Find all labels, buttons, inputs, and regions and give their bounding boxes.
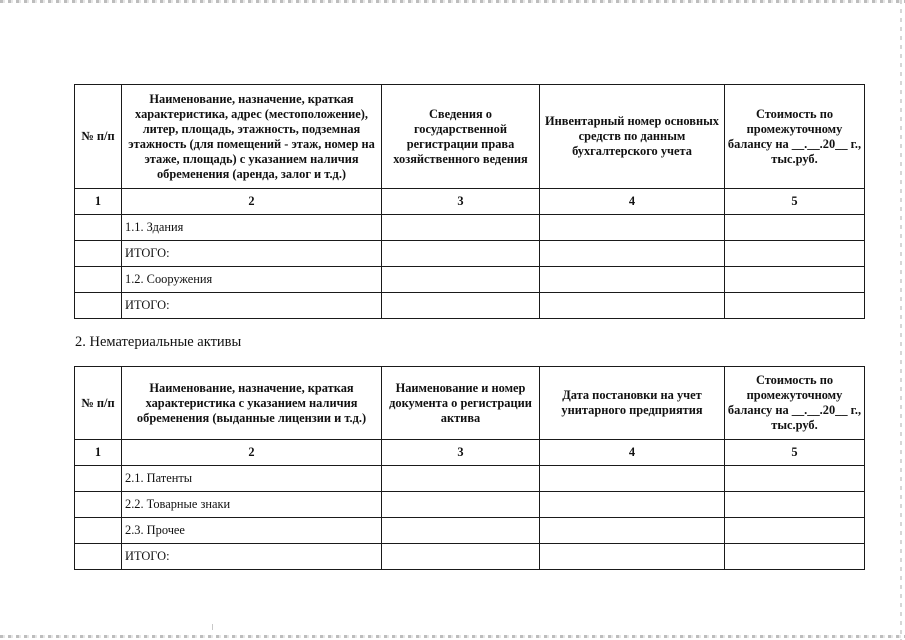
table-cell: [75, 466, 122, 492]
table-cell: [540, 241, 725, 267]
table-cell: [725, 544, 865, 570]
section-title: 2. Нематериальные активы: [75, 334, 242, 350]
table-row: [75, 293, 865, 319]
scan-edge-right: [900, 0, 902, 640]
table-row: [75, 518, 865, 544]
table-cell: [382, 466, 540, 492]
table-cell: [540, 518, 725, 544]
table-cell: [382, 267, 540, 293]
table-cell: [75, 518, 122, 544]
col-number: 3: [382, 189, 540, 215]
col-number: 4: [540, 189, 725, 215]
table-row: [75, 544, 865, 570]
table-cell: [540, 267, 725, 293]
col-header-inventory-number: Инвентарный номер основных средств по данным бухгалтерского учета: [540, 85, 725, 189]
table-cell: [75, 293, 122, 319]
row-label: ИТОГО:: [122, 544, 382, 570]
table-cell: [725, 215, 865, 241]
header-row: [75, 367, 865, 440]
row-label: 2.3. Прочее: [122, 518, 382, 544]
table-row: [75, 466, 865, 492]
table-cell: [540, 215, 725, 241]
row-label: 2.2. Товарные знаки: [122, 492, 382, 518]
table-row: [75, 215, 865, 241]
col-header-value: Стоимость по промежуточному балансу на __.__.20__ г., тыс.руб.: [725, 367, 865, 440]
col-header-description: Наименование, назначение, краткая характеристика, адрес (местоположение), литер, площадь, этажность, подземная этажность (для помещений - этаж, номер на этаже, площадь) с указанием наличия обременения (аренда, залог и т.д.): [122, 85, 382, 189]
table-cell: [540, 466, 725, 492]
table-cell: [382, 544, 540, 570]
table-row: [75, 492, 865, 518]
table-cell: [540, 293, 725, 319]
col-number: 5: [725, 440, 865, 466]
row-label: 2.1. Патенты: [122, 466, 382, 492]
table-cell: [382, 215, 540, 241]
column-number-row: [75, 440, 865, 466]
table-cell: [725, 492, 865, 518]
table-cell: [725, 241, 865, 267]
row-label: ИТОГО:: [122, 293, 382, 319]
row-label: ИТОГО:: [122, 241, 382, 267]
table-cell: [75, 241, 122, 267]
col-header-number: № п/п: [75, 367, 122, 440]
scan-edge-top: [0, 0, 905, 3]
table-cell: [75, 267, 122, 293]
col-header-value: Стоимость по промежуточному балансу на __.__.20__ г., тыс.руб.: [725, 85, 865, 189]
table-cell: [75, 492, 122, 518]
table-cell: [75, 215, 122, 241]
fixed-assets-table: [74, 84, 865, 319]
table-cell: [725, 293, 865, 319]
col-header-number: № п/п: [75, 85, 122, 189]
table-cell: [382, 241, 540, 267]
column-number-row: [75, 189, 865, 215]
col-number: 5: [725, 189, 865, 215]
table-cell: [725, 466, 865, 492]
row-label: 1.1. Здания: [122, 215, 382, 241]
row-label: 1.2. Сооружения: [122, 267, 382, 293]
col-number: 1: [75, 189, 122, 215]
table-cell: [75, 544, 122, 570]
table-cell: [725, 518, 865, 544]
intangible-assets-table: [74, 366, 865, 570]
scan-mark: [212, 624, 213, 630]
col-number: 1: [75, 440, 122, 466]
table-row: [75, 241, 865, 267]
col-number: 4: [540, 440, 725, 466]
col-header-description: Наименование, назначение, краткая характеристика с указанием наличия обременения (выданные лицензии и т.д.): [122, 367, 382, 440]
col-header-registration-date: Дата постановки на учет унитарного предприятия: [540, 367, 725, 440]
col-header-registration: Сведения о государственной регистрации права хозяйственного ведения: [382, 85, 540, 189]
table-row: [75, 267, 865, 293]
table-cell: [540, 544, 725, 570]
table-cell: [382, 492, 540, 518]
col-number: 2: [122, 440, 382, 466]
table-cell: [540, 492, 725, 518]
table-cell: [382, 518, 540, 544]
col-header-registration-document: Наименование и номер документа о регистрации актива: [382, 367, 540, 440]
scan-edge-bottom: [0, 635, 905, 638]
col-number: 3: [382, 440, 540, 466]
table-cell: [725, 267, 865, 293]
col-number: 2: [122, 189, 382, 215]
header-row: [75, 85, 865, 189]
table-cell: [382, 293, 540, 319]
